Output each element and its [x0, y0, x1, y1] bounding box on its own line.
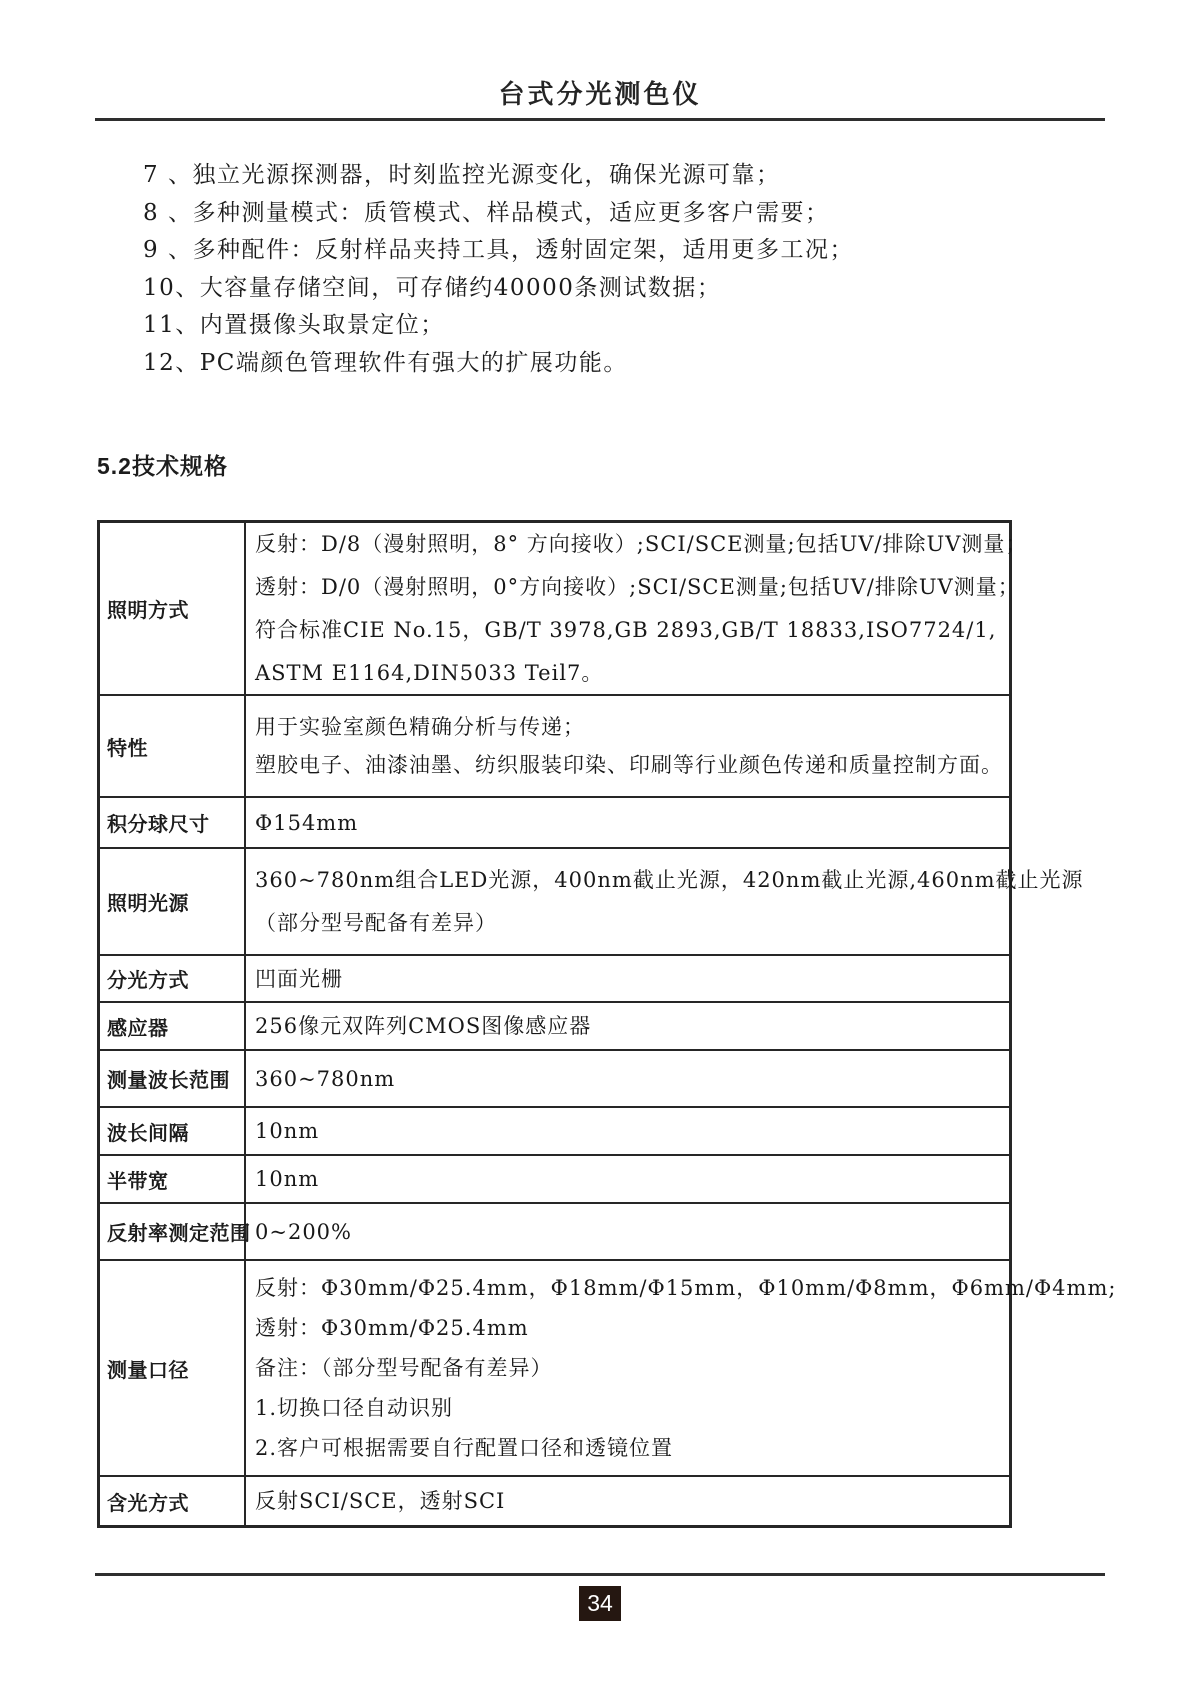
feature-list: [143, 157, 1140, 382]
table-row: [100, 1202, 1009, 1259]
page-number-badge: [579, 1586, 621, 1621]
spec-table: [97, 520, 1117, 1528]
spec-line: 塑胶电子、油漆油墨、纺织服装印染、印刷等行业颜色传递和质量控制方面。: [255, 753, 1003, 777]
table-row: [100, 694, 1009, 796]
table-row: [100, 954, 1009, 1001]
table-row: [100, 1049, 1009, 1106]
table-row: [100, 1154, 1009, 1202]
section-heading: 5.2技术规格: [97, 453, 228, 479]
spec-line: 透射：D/0（漫射照明，0°方向接收）;SCI/SCE测量;包括UV/排除UV测量；: [255, 574, 1020, 599]
spec-line: ASTM E1164,DIN5033 Teil7。: [255, 660, 604, 685]
table-row: [100, 1001, 1009, 1049]
spec-line: 用于实验室颜色精确分析与传递；: [255, 715, 585, 739]
spec-line: 0~200%: [255, 1219, 352, 1244]
page-title: 台式分光测色仪: [498, 79, 702, 109]
table-row: [100, 1475, 1009, 1525]
row-label: 波长间隔: [100, 1108, 246, 1154]
spec-line: 符合标准CIE No.15，GB/T 3978,GB 2893,GB/T 18833,ISO7724/1,: [255, 617, 997, 642]
spec-line: 反射SCI/SCE，透射SCI: [255, 1489, 506, 1513]
list-item: 11、内置摄像头取景定位；: [143, 312, 445, 338]
row-content: [246, 1156, 1009, 1202]
spec-line: 360~780nm组合LED光源，400nm截止光源，420nm截止光源,460nm截止光源: [255, 867, 1084, 892]
list-item: 8 、多种测量模式：质管模式、样品模式，适应更多客户需要；: [143, 199, 830, 226]
row-content: [246, 696, 1009, 796]
row-content: [246, 1003, 1009, 1049]
spec-line: 360~780nm: [255, 1066, 396, 1091]
spec-line: 10nm: [255, 1119, 320, 1143]
spec-line: （部分型号配备有差异）: [255, 910, 497, 935]
table-row: [100, 847, 1084, 954]
row-label: 特性: [100, 696, 246, 796]
spec-line: 1.切换口径自动识别: [255, 1396, 454, 1420]
row-label: 照明方式: [100, 523, 246, 694]
table-row: [100, 523, 1028, 694]
row-content: [246, 1261, 1118, 1475]
row-label: 分光方式: [100, 956, 246, 1001]
spec-line: 2.客户可根据需要自行配置口径和透镜位置: [255, 1436, 674, 1460]
list-item: 12、PC端颜色管理软件有强大的扩展功能。: [143, 349, 628, 376]
row-label: 含光方式: [100, 1477, 246, 1525]
spec-line: 备注：（部分型号配备有差异）: [255, 1356, 553, 1380]
spec-line: 反射：D/8（漫射照明，8° 方向接收）;SCI/SCE测量;包括UV/排除UV测量；: [255, 531, 1028, 556]
row-label: 反射率测定范围: [100, 1204, 246, 1259]
row-content: [246, 1051, 1009, 1106]
spec-line: 凹面光栅: [255, 966, 343, 991]
spec-line: 透射：Φ30mm/Φ25.4mm: [255, 1316, 529, 1340]
row-content: [246, 523, 1029, 694]
row-label: 测量口径: [100, 1261, 246, 1475]
spec-line: Φ154mm: [255, 810, 359, 835]
spec-line: 256像元双阵列CMOS图像感应器: [255, 1014, 592, 1038]
row-content: [246, 1108, 1009, 1154]
row-label: 半带宽: [100, 1156, 246, 1202]
row-label: 照明光源: [100, 849, 246, 954]
row-label: 测量波长范围: [100, 1051, 246, 1106]
row-content: [246, 849, 1086, 954]
list-item: 9 、多种配件：反射样品夹持工具，透射固定架，适用更多工况；: [143, 237, 854, 263]
list-item: 10、大容量存储空间，可存储约40000条测试数据；: [143, 274, 722, 301]
table-row: [100, 1106, 1009, 1154]
row-label: 感应器: [100, 1003, 246, 1049]
table-row: [100, 796, 1009, 847]
table-row: [100, 1259, 1117, 1475]
spec-line: 反射：Φ30mm/Φ25.4mm，Φ18mm/Φ15mm，Φ10mm/Φ8mm，Φ6mm/Φ4mm;: [255, 1276, 1117, 1300]
page-number: 34: [587, 1590, 613, 1616]
row-content: [246, 1204, 1009, 1259]
header-divider: [95, 118, 1105, 121]
row-content: [246, 798, 1009, 847]
row-content: [246, 956, 1009, 1001]
row-content: [246, 1477, 1009, 1525]
row-label: 积分球尺寸: [100, 798, 246, 847]
list-item: 7 、独立光源探测器，时刻监控光源变化，确保光源可靠；: [143, 162, 781, 188]
footer-divider: [95, 1573, 1105, 1576]
spec-line: 10nm: [255, 1167, 320, 1191]
